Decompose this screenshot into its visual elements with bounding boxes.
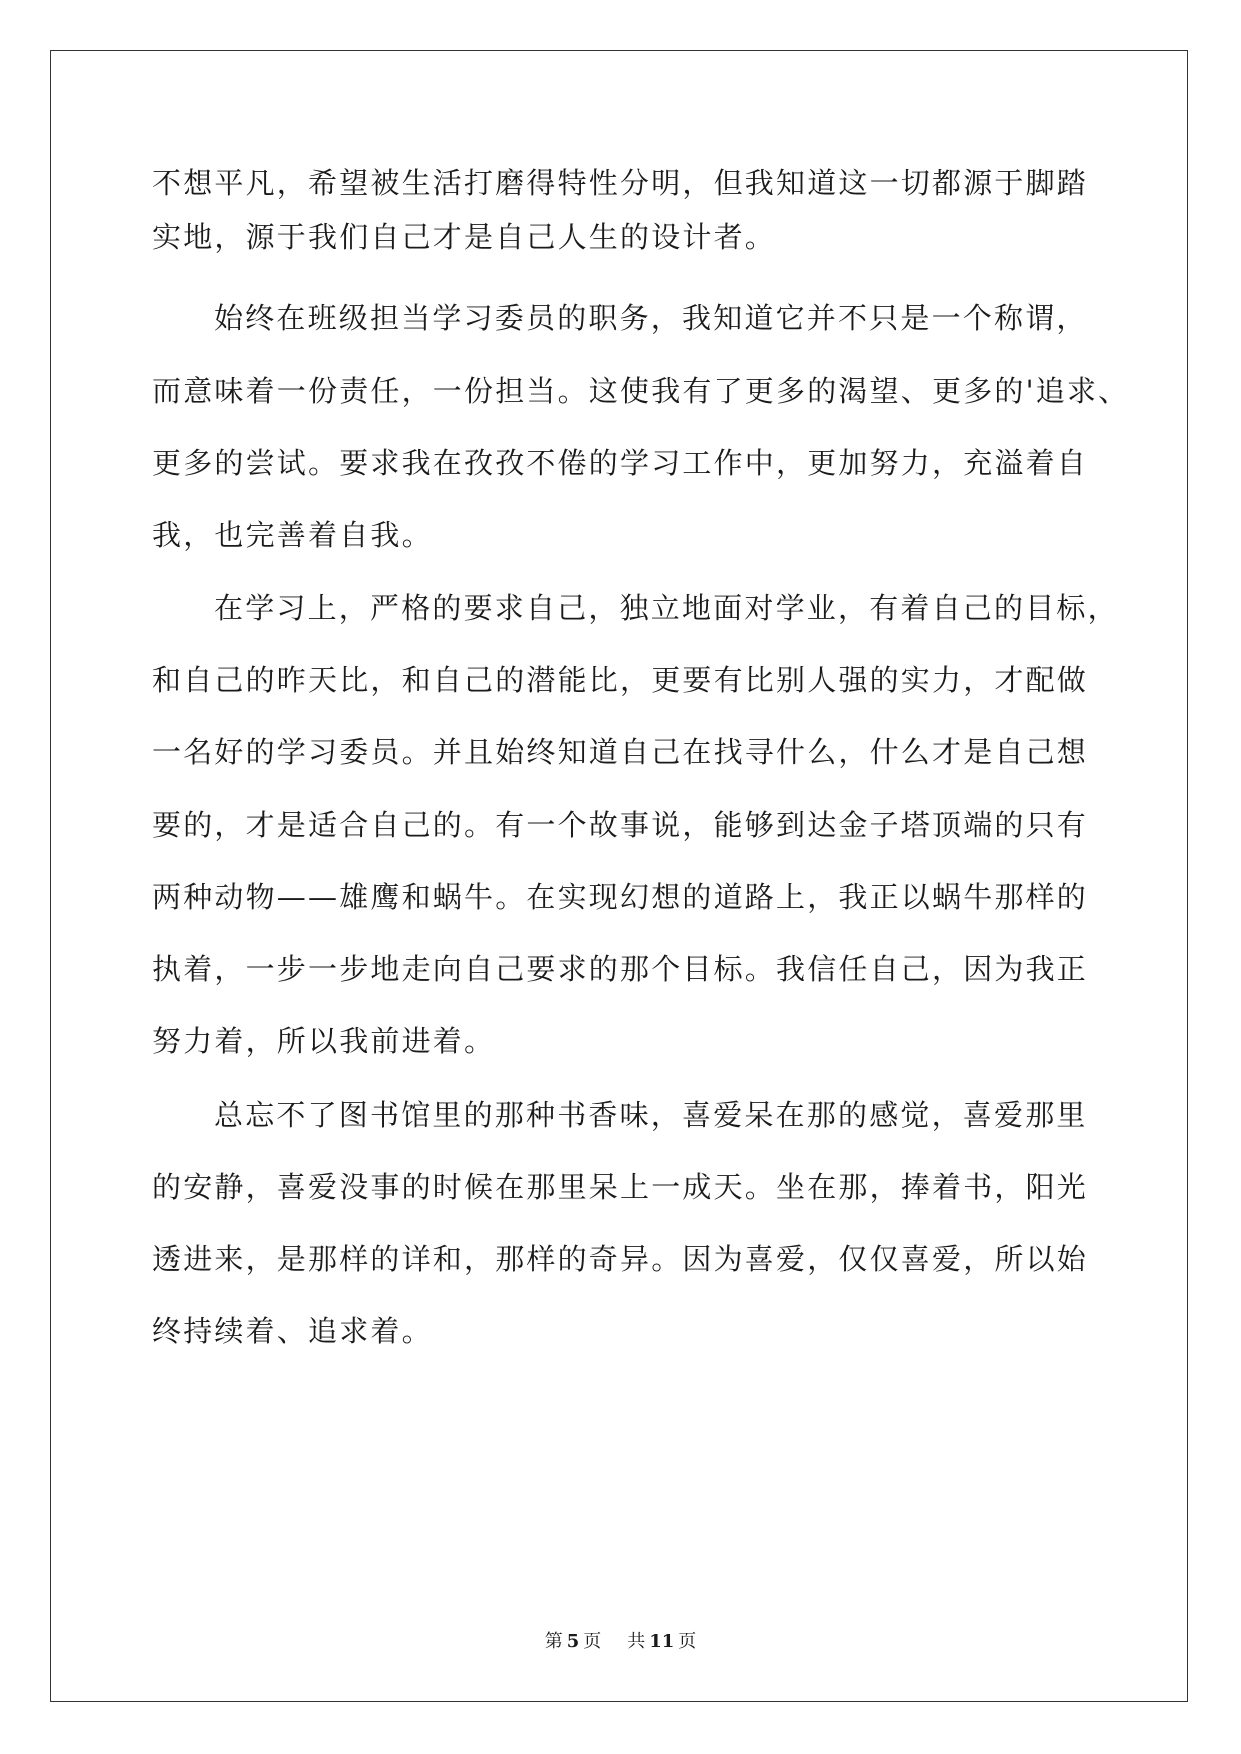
text-line: 实地，源于我们自己才是自己人生的设计者。 [152, 220, 777, 254]
total-suffix: 页 [678, 1631, 697, 1652]
text-line: 终持续着、追求着。 [152, 1314, 433, 1348]
paragraph-first-line: 始终在班级担当学习委员的职务，我知道它并不只是一个称谓， [214, 301, 1088, 335]
text-line: 不想平凡，希望被生活打磨得特性分明，但我知道这一切都源于脚踏 [152, 166, 1089, 200]
page-prefix: 第 [544, 1631, 563, 1652]
text-line: 努力着，所以我前进着。 [152, 1024, 496, 1058]
text-line: 透进来，是那样的详和，那样的奇异。因为喜爱，仅仅喜爱，所以始 [152, 1242, 1089, 1276]
paragraph-first-line: 在学习上，严格的要求自己，独立地面对学业，有着自己的目标， [214, 591, 1119, 625]
paragraph-first-line: 总忘不了图书馆里的那种书香味，喜爱呆在那的感觉，喜爱那里 [214, 1098, 1088, 1132]
text-line: 和自己的昨天比，和自己的潜能比，更要有比别人强的实力，才配做 [152, 663, 1089, 697]
page-total: 11 [649, 1631, 675, 1652]
text-line: 一名好的学习委员。并且始终知道自己在找寻什么，什么才是自己想 [152, 735, 1089, 769]
text-line: 两种动物——雄鹰和蜗牛。在实现幻想的道路上，我正以蜗牛那样的 [152, 880, 1089, 914]
total-prefix: 共 [627, 1631, 646, 1652]
page-current: 5 [566, 1631, 580, 1652]
text-line: 要的，才是适合自己的。有一个故事说，能够到达金子塔顶端的只有 [152, 808, 1089, 842]
text-line: 我，也完善着自我。 [152, 518, 433, 552]
text-line: 更多的尝试。要求我在孜孜不倦的学习工作中，更加努力，充溢着自 [152, 446, 1089, 480]
page-suffix: 页 [583, 1631, 602, 1652]
text-line: 而意味着一份责任，一份担当。这使我有了更多的渴望、更多的'追求、 [152, 374, 1130, 408]
text-line: 执着，一步一步地走向自己要求的那个目标。我信任自己，因为我正 [152, 952, 1089, 986]
page-footer [0, 1630, 1241, 1654]
text-line: 的安静，喜爱没事的时候在那里呆上一成天。坐在那，捧着书，阳光 [152, 1170, 1089, 1204]
